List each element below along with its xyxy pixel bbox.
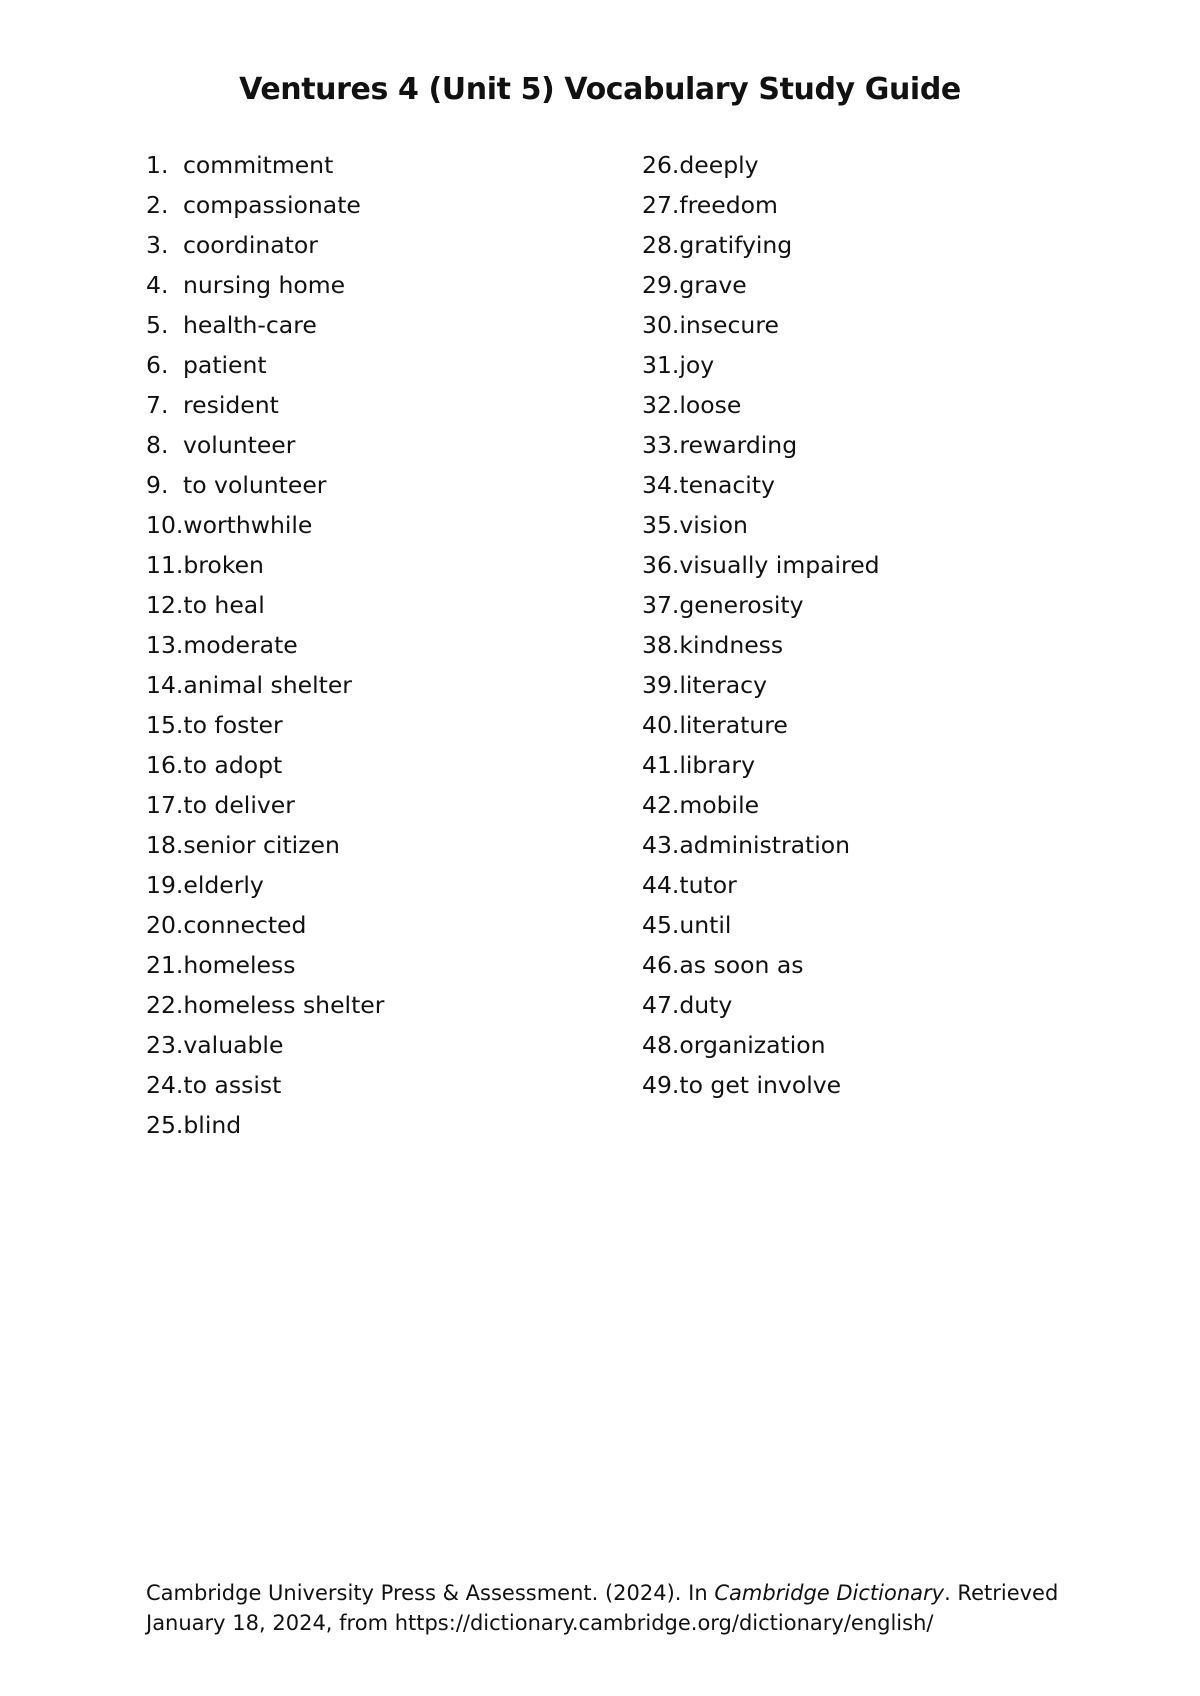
item-number: 45. [642, 911, 680, 939]
vocabulary-word: mobile [679, 791, 760, 819]
vocabulary-item [146, 468, 384, 508]
vocabulary-word: elderly [183, 871, 264, 899]
item-number: 28. [642, 231, 680, 259]
vocabulary-word: compassionate [183, 191, 361, 219]
vocabulary-item [642, 1028, 880, 1068]
vocabulary-word: duty [679, 991, 733, 1019]
item-number: 27. [642, 191, 680, 219]
vocabulary-word: commitment [183, 151, 334, 179]
vocabulary-item [642, 468, 880, 508]
item-number: 49. [642, 1071, 680, 1099]
vocabulary-word: administration [679, 831, 851, 859]
vocabulary-word: freedom [679, 191, 778, 219]
document-title: Ventures 4 (Unit 5) Vocabulary Study Guide [239, 72, 961, 107]
vocabulary-word: as soon as [679, 951, 804, 979]
vocabulary-item [642, 708, 880, 748]
item-number: 5. [146, 311, 169, 339]
vocabulary-word: to assist [183, 1071, 282, 1099]
vocabulary-item [642, 988, 880, 1028]
vocabulary-word: gratifying [679, 231, 793, 259]
item-number: 21. [146, 951, 184, 979]
vocabulary-item [642, 588, 880, 628]
vocabulary-word: coordinator [183, 231, 318, 259]
vocabulary-item [642, 828, 880, 868]
vocabulary-word: kindness [679, 631, 784, 659]
item-number: 3. [146, 231, 169, 259]
item-number: 33. [642, 431, 680, 459]
item-number: 32. [642, 391, 680, 419]
vocabulary-word: volunteer [183, 431, 296, 459]
vocabulary-item [642, 428, 880, 468]
item-number: 47. [642, 991, 680, 1019]
item-number: 46. [642, 951, 680, 979]
item-number: 26. [642, 151, 680, 179]
vocabulary-word: nursing home [183, 271, 346, 299]
vocabulary-item [146, 788, 384, 828]
citation-footer [146, 1578, 1066, 1638]
item-number: 6. [146, 351, 169, 379]
vocabulary-word: vision [679, 511, 748, 539]
vocabulary-word: worthwhile [183, 511, 313, 539]
item-number: 41. [642, 751, 680, 779]
vocabulary-item [642, 308, 880, 348]
vocabulary-item [642, 948, 880, 988]
vocabulary-item [642, 508, 880, 548]
vocabulary-word: to foster [183, 711, 283, 739]
item-number: 48. [642, 1031, 680, 1059]
item-number: 19. [146, 871, 184, 899]
item-number: 15. [146, 711, 184, 739]
vocabulary-word: homeless [183, 951, 296, 979]
item-number: 38. [642, 631, 680, 659]
vocabulary-word: generosity [679, 591, 804, 619]
item-number: 7. [146, 391, 169, 419]
vocabulary-item [642, 228, 880, 268]
vocabulary-word: blind [183, 1111, 242, 1139]
vocabulary-word: to heal [183, 591, 265, 619]
vocabulary-item [642, 1068, 880, 1108]
item-number: 29. [642, 271, 680, 299]
vocabulary-item [146, 1068, 384, 1108]
vocabulary-item [146, 188, 384, 228]
vocabulary-item [146, 748, 384, 788]
vocabulary-item [146, 268, 384, 308]
vocabulary-item [642, 868, 880, 908]
vocabulary-item [146, 868, 384, 908]
vocabulary-item [146, 228, 384, 268]
item-number: 31. [642, 351, 680, 379]
vocabulary-item [146, 628, 384, 668]
vocabulary-item [642, 548, 880, 588]
citation-source-title: Cambridge Dictionary [714, 1581, 945, 1605]
vocabulary-item [146, 948, 384, 988]
item-number: 13. [146, 631, 184, 659]
item-number: 25. [146, 1111, 184, 1139]
citation-retrieved: . Retrieved [944, 1581, 1059, 1605]
vocabulary-item [146, 148, 384, 188]
vocabulary-word: deeply [679, 151, 759, 179]
item-number: 22. [146, 991, 184, 1019]
vocabulary-word: loose [679, 391, 742, 419]
vocabulary-item [146, 508, 384, 548]
vocabulary-item [146, 548, 384, 588]
vocabulary-word: connected [183, 911, 307, 939]
vocabulary-word: to deliver [183, 791, 295, 819]
vocabulary-item [642, 348, 880, 388]
item-number: 30. [642, 311, 680, 339]
item-number: 40. [642, 711, 680, 739]
vocabulary-word: grave [679, 271, 747, 299]
vocabulary-word: tenacity [679, 471, 775, 499]
vocabulary-word: joy [679, 351, 715, 379]
vocabulary-item [146, 348, 384, 388]
item-number: 12. [146, 591, 184, 619]
vocabulary-word: literature [679, 711, 788, 739]
item-number: 18. [146, 831, 184, 859]
vocabulary-word: insecure [679, 311, 779, 339]
vocabulary-word: to get involve [679, 1071, 842, 1099]
vocabulary-item [146, 588, 384, 628]
item-number: 17. [146, 791, 184, 819]
vocabulary-item [146, 1028, 384, 1068]
vocabulary-word: literacy [679, 671, 767, 699]
vocabulary-word: broken [183, 551, 264, 579]
vocabulary-word: visually impaired [679, 551, 880, 579]
vocabulary-word: health-care [183, 311, 317, 339]
vocabulary-item [642, 908, 880, 948]
vocabulary-item [146, 308, 384, 348]
vocabulary-item [642, 148, 880, 188]
vocabulary-item [146, 388, 384, 428]
vocabulary-word: valuable [183, 1031, 284, 1059]
vocabulary-word: tutor [679, 871, 737, 899]
vocabulary-item [642, 628, 880, 668]
vocabulary-item [146, 428, 384, 468]
item-number: 20. [146, 911, 184, 939]
item-number: 14. [146, 671, 184, 699]
vocabulary-word: animal shelter [183, 671, 352, 699]
item-number: 36. [642, 551, 680, 579]
item-number: 44. [642, 871, 680, 899]
vocabulary-word: rewarding [679, 431, 798, 459]
vocabulary-item [642, 188, 880, 228]
item-number: 39. [642, 671, 680, 699]
item-number: 8. [146, 431, 169, 459]
vocabulary-list-column-2 [642, 148, 880, 1108]
vocabulary-item [642, 388, 880, 428]
vocabulary-word: moderate [183, 631, 298, 659]
item-number: 1. [146, 151, 169, 179]
vocabulary-word: organization [679, 1031, 826, 1059]
vocabulary-item [642, 268, 880, 308]
vocabulary-word: until [679, 911, 732, 939]
vocabulary-word: resident [183, 391, 279, 419]
vocabulary-item [642, 788, 880, 828]
vocabulary-item [146, 988, 384, 1028]
item-number: 9. [146, 471, 169, 499]
vocabulary-list-column-1 [146, 148, 384, 1148]
vocabulary-item [146, 828, 384, 868]
item-number: 34. [642, 471, 680, 499]
item-number: 37. [642, 591, 680, 619]
vocabulary-word: library [679, 751, 755, 779]
item-number: 23. [146, 1031, 184, 1059]
vocabulary-word: to volunteer [183, 471, 327, 499]
vocabulary-item [146, 708, 384, 748]
vocabulary-word: to adopt [183, 751, 283, 779]
item-number: 35. [642, 511, 680, 539]
citation-url-line: January 18, 2024, from https://dictionary.cambridge.org/dictionary/english/ [146, 1611, 934, 1635]
vocabulary-item [642, 748, 880, 788]
vocabulary-word: senior citizen [183, 831, 340, 859]
item-number: 11. [146, 551, 184, 579]
item-number: 10. [146, 511, 184, 539]
vocabulary-word: homeless shelter [183, 991, 385, 1019]
item-number: 2. [146, 191, 169, 219]
item-number: 16. [146, 751, 184, 779]
vocabulary-item [146, 668, 384, 708]
vocabulary-item [642, 668, 880, 708]
vocabulary-item [146, 1108, 384, 1148]
vocabulary-item [146, 908, 384, 948]
vocabulary-word: patient [183, 351, 267, 379]
item-number: 43. [642, 831, 680, 859]
item-number: 42. [642, 791, 680, 819]
citation-text: Cambridge University Press & Assessment. (2024). In [146, 1581, 715, 1605]
item-number: 4. [146, 271, 169, 299]
item-number: 24. [146, 1071, 184, 1099]
